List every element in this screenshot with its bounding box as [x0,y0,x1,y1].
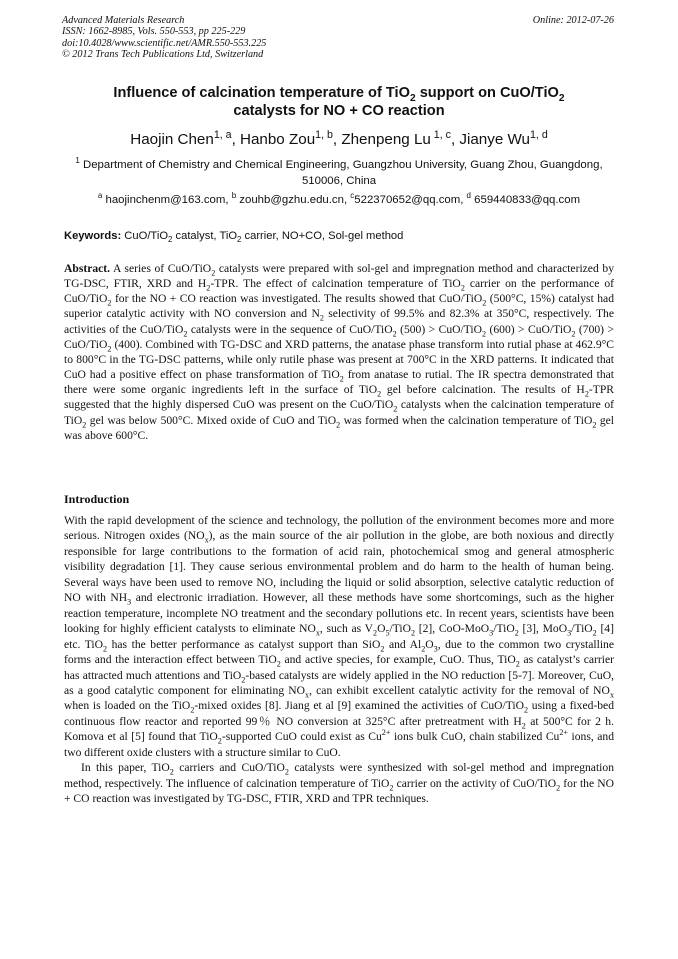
affiliation-text: Department of Chemistry and Chemical Engineering, Guangzhou University, Guang Zhou, Guangdong, 510006, China [79,159,603,187]
intro-text: carriers and CuO/TiO [173,761,285,775]
intro-text: , can exhibit excellent catalytic activity for the removal of NO [309,683,610,697]
abstract [64,261,614,443]
email-mark: d [466,191,471,201]
abstract-text: gel was below 500°C. Mixed oxide of CuO and TiO [86,413,337,427]
intro-text: has the better performance as catalyst support than SiO [107,637,381,651]
abstract-sub: 2 [482,328,487,338]
abstract-text: was formed when the calcination temperature of TiO [340,413,593,427]
intro-sub: 2 [103,643,108,653]
title-part: Influence of calcination temperature of TiO [113,85,410,101]
intro-text: and electronic irradiation. However, all these methods have some shortcomings, such as the higher reaction temperature, incomplete NO treatment and the secondary pollutions etc. In recent years, scientists have been looking for highly efficient catalysts to eliminate NO [64,591,614,636]
intro-text: /TiO [493,622,515,636]
intro-text: ions bulk CuO, chain stabilized Cu [390,730,560,744]
abstract-sub: 2 [393,404,398,414]
abstract-sub: 2 [339,374,344,384]
intro-sub: x [204,535,209,545]
abstract-sub: 2 [377,389,382,399]
intro-text: for the NO + CO reaction was investigated by TG-DSC, FTIR, XRD and TPR techniques. [64,776,614,806]
intro-text: [3], MoO [518,622,568,636]
intro-sub: 2 [241,674,246,684]
intro-text: at 500°C for 2 h. Komova et al [5] found that TiO [64,714,614,744]
intro-sub: 2 [276,659,281,669]
intro-text: when is loaded on the TiO [64,699,191,713]
title-line2: catalysts for NO + CO reaction [233,103,445,119]
keyword-sub: 2 [237,235,242,245]
affiliation-mark: 1 [75,156,80,166]
email-address: zouhb@gzhu.edu.cn, [236,194,351,206]
abstract-text: -TPR. The effect of calcination temperature of TiO [210,277,461,291]
intro-text: , due to the common two crystalline forms and the interaction effect between TiO [64,637,614,667]
keyword-text: catalyst, TiO [172,230,238,242]
abstract-label: Abstract. [64,262,111,275]
intro-sub: 2 [284,767,289,777]
intro-text: /TiO [389,622,411,636]
abstract-sub: 2 [392,328,397,338]
abstract-sub: 2 [592,419,597,429]
intro-sub: 2 [190,705,195,715]
author-name: Haojin Chen [130,131,214,148]
intro-text: O [377,622,386,636]
intro-text: [4] etc. TiO [64,622,614,651]
online-date: Online: 2012-07-26 [532,15,614,26]
intro-text: -supported CuO could exist as Cu [221,730,382,744]
abstract-sub: 2 [482,298,487,308]
intro-sup: 2+ [381,728,391,738]
intro-text: With the rapid development of the science and technology, the pollution of the environment becomes more and more serious. Nitrogen oxides (NO [64,514,614,543]
abstract-text: -TPR suggested that the highly dispersed CuO was present on the CuO/TiO [64,383,614,412]
section-heading-introduction: Introduction [64,492,130,506]
abstract-text: (500°C, 15%) catalyst had superior catalytic activity with NO conversion and N [64,292,615,321]
title-part: support on CuO/TiO [415,85,559,101]
author-mark: 1, b [315,128,333,141]
introduction-body [64,513,614,807]
abstract-sub: 2 [460,283,465,293]
intro-sub: 2 [556,783,561,793]
email-address: haojinchenm@163.com, [102,194,232,206]
abstract-sub: 2 [82,419,87,429]
email-address: 659440833@qq.com [470,194,581,206]
intro-text: O [425,637,434,651]
intro-text: as catalyst’s carrier has attracted much attentions and TiO [64,653,614,682]
paragraph [64,513,614,760]
paragraph [64,760,614,806]
intro-sub: 2 [524,705,529,715]
journal-doi: doi:10.4028/www.scientific.net/AMR.550-553.225 [62,37,267,49]
intro-sub: 2 [217,736,222,746]
author-emails [64,191,614,206]
author-name: , Zhenpeng Lu [332,131,431,148]
author-mark: 1, d [530,128,548,141]
abstract-text: (600) > CuO/TiO [486,322,572,336]
intro-sub: 3 [567,628,572,638]
abstract-text: (700) > CuO/TiO [64,322,614,351]
abstract-text: (400). Combined with TG-DSC and XRD patterns, the anatase phase transform into rutial phase at 462.9°C to 800°C in the TG-DSC patterns, while only rutile phase was present at 700°C in the XRD patterns. It indicated that CuO had a positive effect on phase transformation of TiO [64,337,614,382]
intro-sub: 2 [515,659,520,669]
abstract-text: catalysts when the calcination temperature of TiO [64,398,614,427]
email-mark: b [231,191,237,201]
intro-text: -mixed oxides [8]. Jiang et al [9] examined the activities of CuO/TiO [194,699,524,713]
intro-sub: 2 [514,628,519,638]
email-mark: c [350,191,355,201]
email-address: 522370652@qq.com, [354,194,467,206]
email-mark: a [97,191,103,201]
abstract-text: gel was above 600°C. [64,413,614,442]
intro-text: catalysts were synthesized with sol-gel method and impregnation method, respectively. The influence of calcination temperature of TiO [64,761,614,790]
keyword-text: carrier, NO+CO, Sol-gel method [241,230,404,242]
abstract-text: selectivity of 99.5% and 82.3% at 350°C, respectively. The activities of the CuO/TiO [64,307,614,336]
title-sub: 2 [558,92,565,104]
intro-text: using a fixed-bed continuous flow reactor and reported 99％ NO conversion at 325°C after pretreatment with H [64,699,614,728]
abstract-sub: 2 [571,328,576,338]
intro-text: [2], CoO-MoO [415,622,490,636]
intro-sub: x [609,690,614,700]
title-sub: 2 [409,92,416,104]
intro-text: ions, and two different oxide clusters with a structure similar to CuO. [64,730,615,759]
intro-text: ), as the main source of the air pollution in the globe, are both noxious and directly responsible for large contributions to the formation of acid rain, photochemical smog and general atmospheric visibility degradation [1]. They cause serious environmental problem and do harm to the health of human being. Several ways have been used to remove NO, including the liquid or solid absorption, selective catalytic reduction of NO with NH [64,529,614,605]
intro-sub: 3 [127,597,132,607]
intro-sub: 2 [373,628,378,638]
intro-sub: 2 [389,783,394,793]
journal-header [62,15,266,61]
keyword-text: CuO/TiO [121,230,169,242]
abstract-text: from anatase to rutial. The IR spectra demonstrated that there were some organic ingredients left in the surface of TiO [64,368,615,397]
abstract-text: A series of CuO/TiO [110,262,212,275]
keyword-sub: 2 [168,235,173,245]
abstract-sub: 2 [206,283,211,293]
journal-name: Advanced Materials Research [62,15,185,26]
intro-text: and active species, for example, CuO. Thus, TiO [280,653,516,667]
journal-issn: ISSN: 1662-8985, Vols. 550-553, pp 225-229 [62,26,246,38]
intro-sub: 2 [411,628,416,638]
intro-sub: 2 [592,628,597,638]
intro-text: carrier on the activity of CuO/TiO [393,776,557,790]
intro-text: , such as V [319,622,373,636]
abstract-text: (500) > CuO/TiO [396,322,483,336]
keywords [64,230,614,245]
intro-text: /TiO [571,622,593,636]
intro-text: In this paper, TiO [81,761,170,775]
journal-copyright: © 2012 Trans Tech Publications Ltd, Switzerland [62,49,264,61]
abstract-text: for the NO + CO reaction was investigated. The results showed that CuO/TiO [111,292,483,306]
abstract-text: carrier on the performance of CuO/TiO [64,277,614,306]
intro-text: and Al [384,637,422,651]
author-name: , Hanbo Zou [231,131,316,148]
abstract-text: gel before calcination. The results of H [381,383,585,397]
intro-sub: 2 [521,721,526,731]
intro-sub: x [305,690,310,700]
author-name: , Jianye Wu [450,131,531,148]
abstract-text: catalysts were prepared with sol-gel and impregnation method and characterized by TG-DSC, FTIR, XRD and H [64,262,614,291]
abstract-sub: 2 [211,268,216,278]
affiliation [64,157,614,189]
intro-sub: 2 [169,767,174,777]
intro-sub: 3 [433,643,438,653]
intro-sub: 3 [489,628,494,638]
intro-sub: 2 [380,643,385,653]
abstract-sub: 2 [319,313,324,323]
abstract-sub: 2 [336,419,341,429]
author-mark: 1, a [213,128,232,141]
abstract-text: catalysts were in the sequence of CuO/TiO [187,322,393,336]
intro-sub: x [315,628,320,638]
abstract-sub: 2 [183,328,188,338]
intro-sub: 2 [421,643,426,653]
abstract-sub: 2 [584,389,589,399]
abstract-sub: 2 [107,298,112,308]
intro-sup: 2+ [559,728,568,738]
abstract-sub: 2 [107,344,112,354]
intro-text: -based catalysts are widely applied in the NO reduction [5-7]. Moreover, CuO, as a good catalytic component for eliminating NO [64,668,614,697]
keywords-label: Keywords: [64,230,122,242]
paper-title [64,84,614,120]
author-list [64,128,614,148]
intro-sub: 5 [385,628,390,638]
author-mark: 1, c [430,128,451,141]
